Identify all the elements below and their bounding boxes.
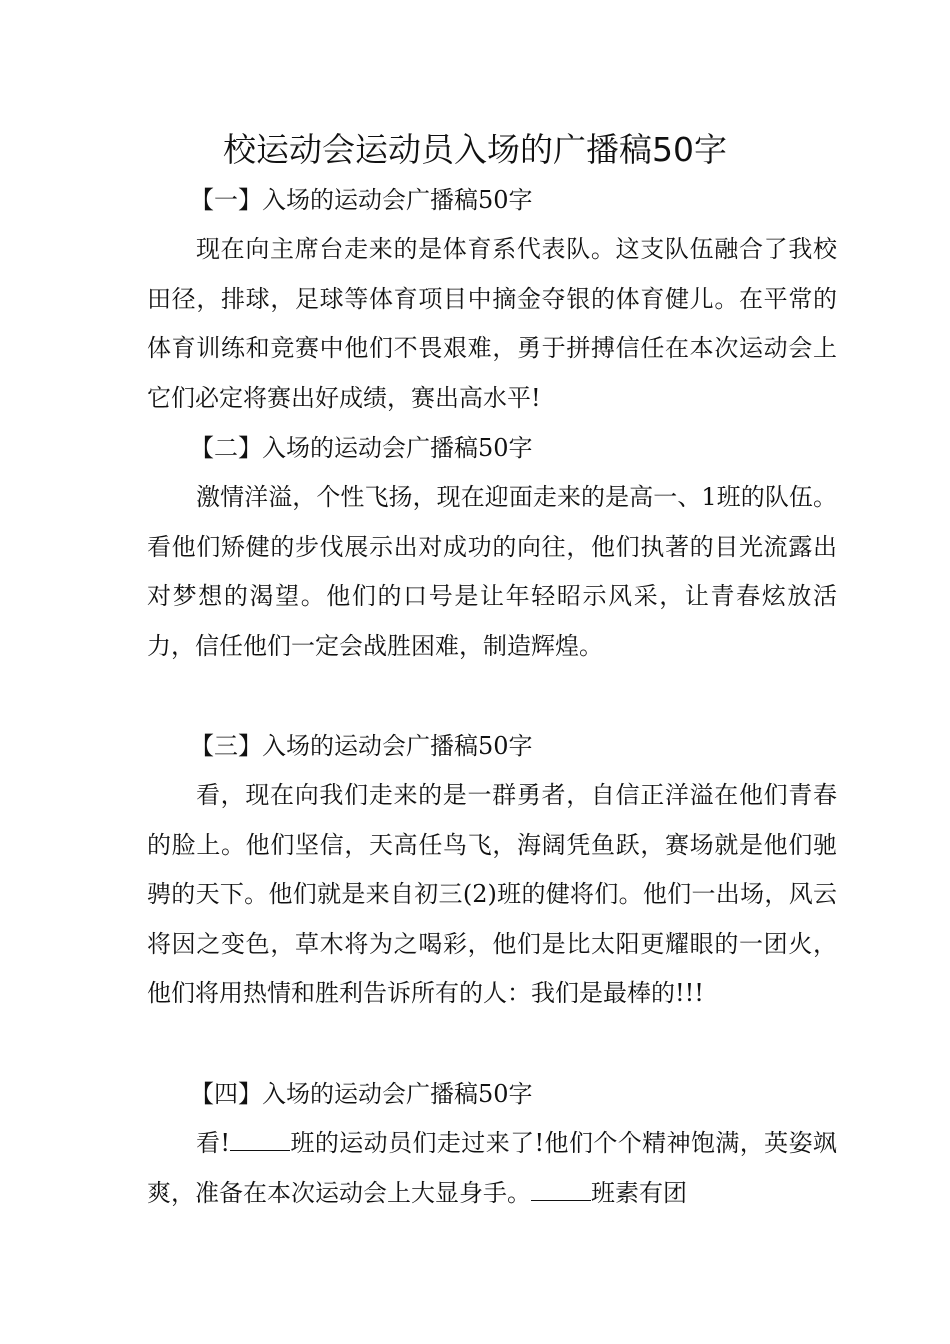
- section-heading-3: 【三】入场的运动会广播稿50字: [190, 732, 533, 760]
- fill-in-blank-2: [531, 1182, 591, 1201]
- paragraph-4-part-1: 看!: [196, 1129, 231, 1157]
- section-heading-4: 【四】入场的运动会广播稿50字: [190, 1080, 533, 1108]
- fill-in-blank-1: [230, 1132, 290, 1151]
- section-paragraph-3: 看，现在向我们走来的是一群勇者，自信正洋溢在他们青春的脸上。他们坚信，天高任鸟飞，海阔凭鱼跃，赛场就是他们驰骋的天下。他们就是来自初三(2)班的健将们。他们一出场，风云将因之变色，草木将为之喝彩，他们是比太阳更耀眼的一团火，他们将用热情和胜利告诉所有的人：我们是最棒的!!!: [147, 781, 837, 1007]
- paragraph-4-part-2: 班的运动员们走过来了!他们个个精神饱满，英姿飒爽，准备在本次运动会上大显身手。: [147, 1129, 837, 1207]
- paragraph-4-part-3: 班素有团: [591, 1178, 687, 1207]
- section-heading-1: 【一】入场的运动会广播稿50字: [190, 186, 533, 214]
- section-paragraph-4: [147, 1119, 837, 1218]
- document-title: 校运动会运动员入场的广播稿50字: [223, 130, 727, 169]
- section-paragraph-2: 激情洋溢，个性飞扬，现在迎面走来的是高一、1班的队伍。看他们矫健的步伐展示出对成功的向往，他们执著的目光流露出对梦想的渴望。他们的口号是让年轻昭示风采，让青春炫放活力，信任他们一定会战胜困难，制造辉煌。: [147, 483, 837, 660]
- section-heading-2: 【二】入场的运动会广播稿50字: [190, 434, 533, 462]
- section-paragraph-1: 现在向主席台走来的是体育系代表队。这支队伍融合了我校田径，排球，足球等体育项目中摘金夺银的体育健儿。在平常的体育训练和竞赛中他们不畏艰难，勇于拼搏信任在本次运动会上它们必定将赛出好成绩，赛出高水平!: [147, 235, 837, 412]
